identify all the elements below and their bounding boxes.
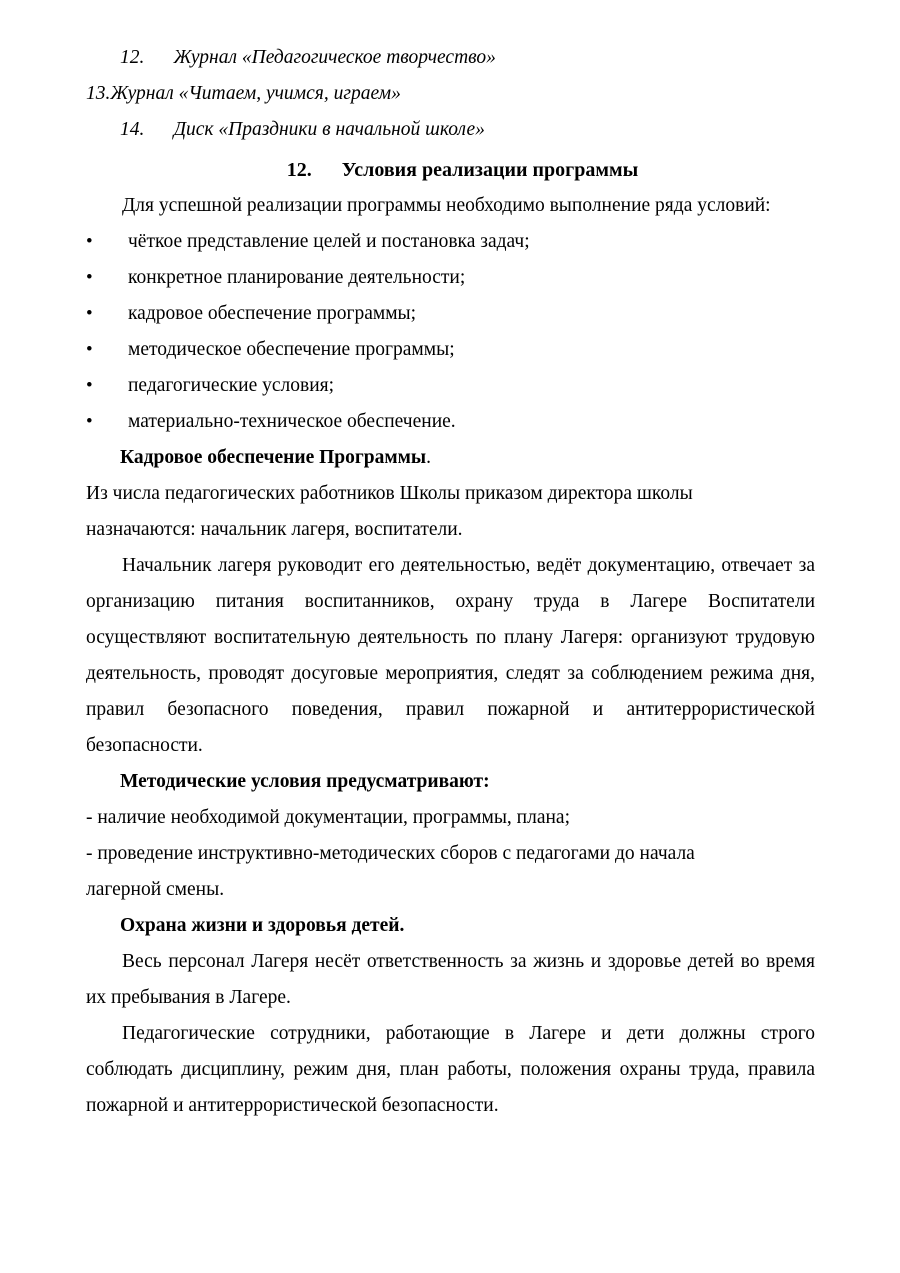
methodical-item-1: - наличие необходимой документации, программы, плана; xyxy=(86,807,571,828)
bullet-icon: • xyxy=(86,231,93,252)
staffing-heading-period: . xyxy=(426,447,432,468)
methodical-heading: Методические условия предусматривают: xyxy=(120,771,490,792)
bullet-icon: • xyxy=(86,375,93,396)
page-content xyxy=(86,40,815,1124)
intro-paragraph: Для успешной реализации программы необходимо выполнение ряда условий: xyxy=(122,195,771,216)
bullet-label: чёткое представление целей и постановка задач; xyxy=(128,231,530,252)
list-item xyxy=(86,224,815,260)
resource-numbered-list xyxy=(86,40,815,148)
bullet-icon: • xyxy=(86,303,93,324)
safety-paragraph-1: Весь персонал Лагеря несёт ответственность за жизнь и здоровье детей во время их пребывания в Лагере. xyxy=(86,951,815,1008)
page-title: 12. Условия реализации программы xyxy=(286,159,639,181)
list-item xyxy=(86,368,815,404)
bullet-label: конкретное планирование деятельности; xyxy=(128,267,466,288)
list-item xyxy=(86,404,815,440)
bullet-icon: • xyxy=(86,411,93,432)
bullet-label: методическое обеспечение программы; xyxy=(128,339,455,360)
duties-paragraph: Начальник лагеря руководит его деятельностью, ведёт документацию, отвечает за организацию питания воспитанников, охрану труда в Лагере Воспитатели осуществляют воспитательную деятельность по плану Лагеря: организуют трудовую деятельность, проводят досуговые мероприятия, следят за соблюдением режима дня, правил безопасного поведения, правил пожарной и антитеррористической безопасности. xyxy=(86,555,815,756)
bullet-icon: • xyxy=(86,339,93,360)
list-item xyxy=(86,260,815,296)
list-item xyxy=(120,40,815,76)
bullet-label: материально-техническое обеспечение. xyxy=(128,411,456,432)
list-item xyxy=(86,296,815,332)
list-item-text-14: 14. Диск «Праздники в начальной школе» xyxy=(120,119,485,140)
list-item xyxy=(120,112,815,148)
bullet-label: кадровое обеспечение программы; xyxy=(128,303,417,324)
list-item xyxy=(86,76,815,112)
safety-paragraph-2: Педагогические сотрудники, работающие в Лагере и дети должны строго соблюдать дисциплину, режим дня, план работы, положения охраны труда, правила пожарной и антитеррористической безопасности. xyxy=(86,1023,815,1116)
bullet-icon: • xyxy=(86,267,93,288)
list-item xyxy=(86,332,815,368)
list-item-text-13: 13.Журнал «Читаем, учимся, играем» xyxy=(86,83,401,104)
staffing-body-line-2: назначаются: начальник лагеря, воспитатели. xyxy=(86,519,463,540)
staffing-body-line-1: Из числа педагогических работников Школы приказом директора школы xyxy=(86,483,693,504)
methodical-item-3: лагерной смены. xyxy=(86,879,225,900)
conditions-bullet-list xyxy=(86,224,815,440)
staffing-heading-text: Кадровое обеспечение Программы xyxy=(120,447,427,468)
bullet-label: педагогические условия; xyxy=(128,375,335,396)
list-item-text-12: 12. Журнал «Педагогическое творчество» xyxy=(120,47,496,68)
safety-heading: Охрана жизни и здоровья детей. xyxy=(120,915,405,936)
staffing-heading xyxy=(86,440,815,476)
methodical-item-2: - проведение инструктивно-методических сборов с педагогами до начала xyxy=(86,843,695,864)
